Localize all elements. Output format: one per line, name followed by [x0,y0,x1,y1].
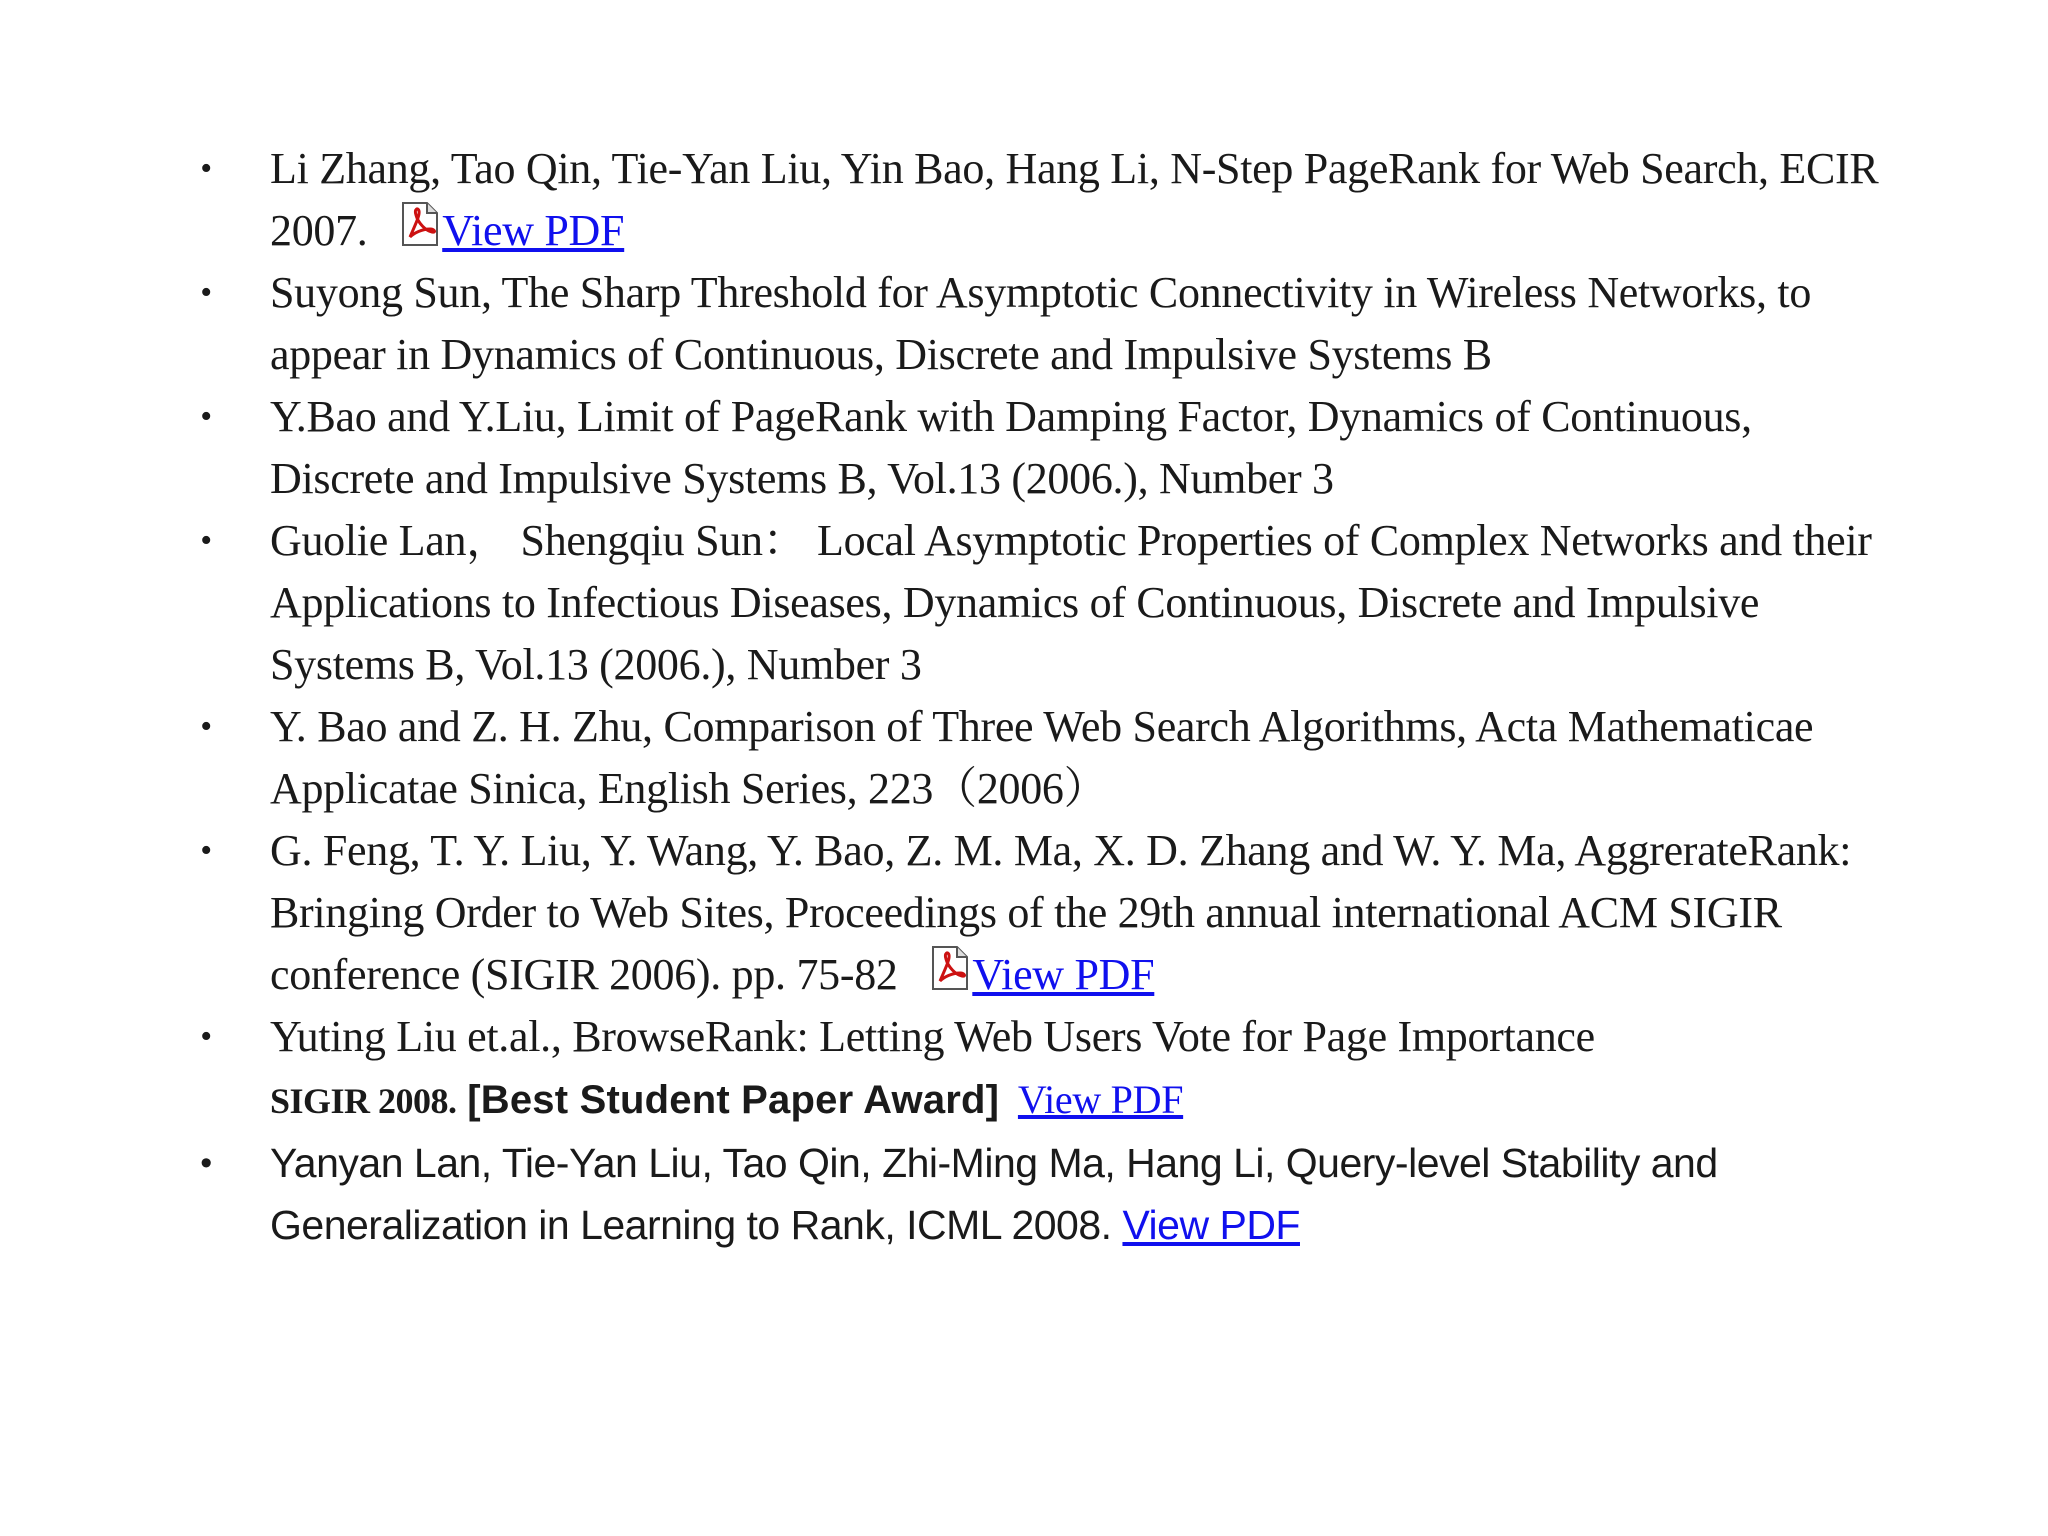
view-pdf-link[interactable]: View PDF [442,206,625,255]
bullet: • [200,832,212,869]
publication-item [200,1006,1890,1132]
bullet: • [200,708,212,745]
publication-item [200,510,1890,696]
publication-item [200,820,1890,1006]
publication-venue: SIGIR 2008. [270,1081,457,1121]
view-pdf-link[interactable]: View PDF [1122,1202,1300,1248]
bullet: • [200,522,212,559]
publication-text: G. Feng, T. Y. Liu, Y. Wang, Y. Bao, Z. M. Ma, X. D. Zhang and W. Y. Ma, AggrerateRank: Bringing Order to Web Sites, Proceedings of the 29th annual international ACM SIGIR conference (SIGIR 2006). pp. 75-82 [270,826,1852,999]
award-label: [Best Student Paper Award] [467,1078,1000,1122]
publication-item [200,386,1890,510]
bullet: • [200,1144,212,1182]
view-pdf-link[interactable]: View PDF [1017,1077,1184,1122]
publication-item [200,1132,1890,1256]
publication-text: Guolie Lan， Shengqiu Sun： Local Asymptotic Properties of Complex Networks and their Applications to Infectious Diseases, Dynamics of Continuous, Discrete and Impulsive Systems B, Vol.13 (2006.), Number 3 [270,516,1872,689]
publication-text: Y.Bao and Y.Liu, Limit of PageRank with Damping Factor, Dynamics of Continuous, Discrete and Impulsive Systems B, Vol.13 (2006.), Number 3 [270,392,1752,503]
publication-text: Li Zhang, Tao Qin, Tie-Yan Liu, Yin Bao, Hang Li, N-Step PageRank for Web Search, ECIR 2007. [270,144,1879,255]
publication-text: Yuting Liu et.al., BrowseRank: Letting Web Users Vote for Page Importance [270,1012,1595,1061]
publication-text: Suyong Sun, The Sharp Threshold for Asymptotic Connectivity in Wireless Networks, to appear in Dynamics of Continuous, Discrete and Impulsive Systems B [270,268,1812,379]
bullet: • [200,1018,212,1055]
publication-text: Y. Bao and Z. H. Zhu, Comparison of Three Web Search Algorithms, Acta Mathematicae Applicatae Sinica, English Series, 223（2006） [270,702,1814,813]
bullet: • [200,150,212,187]
publication-item [200,138,1890,262]
publication-item [200,696,1890,820]
publication-text: Yanyan Lan, Tie-Yan Liu, Tao Qin, Zhi-Ming Ma, Hang Li, Query-level Stability and Generalization in Learning to Rank, ICML 2008. [270,1140,1718,1248]
publication-list [196,138,1890,1256]
bullet: • [200,274,212,311]
pdf-file-icon [400,201,440,247]
bullet: • [200,398,212,435]
publication-item [200,262,1890,386]
pdf-file-icon [930,945,970,991]
view-pdf-link[interactable]: View PDF [972,950,1155,999]
